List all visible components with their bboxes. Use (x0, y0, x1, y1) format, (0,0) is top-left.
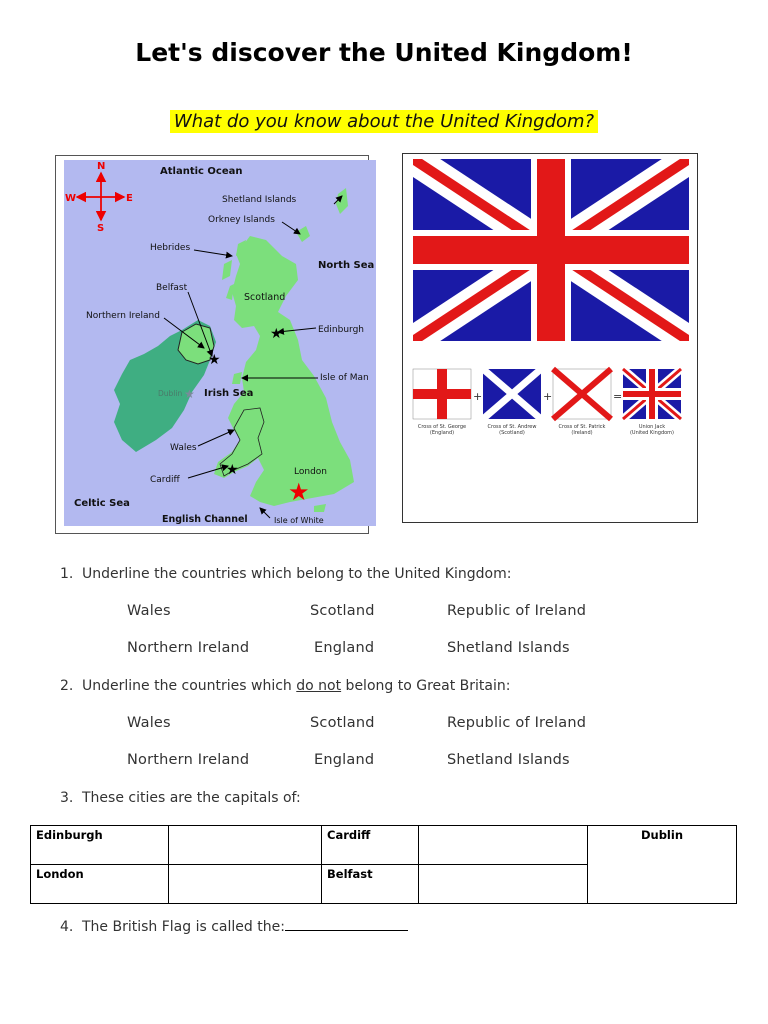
city-cardiff: Cardiff (322, 826, 419, 865)
option-shetland-islands[interactable]: Shetland Islands (447, 640, 570, 656)
answer-cardiff[interactable] (419, 826, 588, 865)
svg-text:+: + (473, 390, 483, 403)
st-george-flag-icon (413, 369, 471, 419)
northern-ireland-label: Northern Ireland (86, 311, 160, 321)
answer-belfast[interactable] (419, 865, 588, 904)
flag-name-answer-line[interactable] (285, 918, 408, 931)
flags-frame (402, 153, 698, 523)
atlantic-ocean-label: Atlantic Ocean (160, 166, 243, 177)
svg-text:S: S (97, 223, 105, 234)
uk-map (64, 160, 376, 526)
city-edinburgh: Edinburgh (31, 826, 169, 865)
city-dublin: Dublin (588, 826, 737, 904)
svg-text:+: + (543, 390, 553, 403)
orkney-label: Orkney Islands (208, 215, 275, 225)
svg-text:(United Kingdom): (United Kingdom) (629, 430, 675, 436)
capitals-table (30, 825, 737, 904)
st-patrick-flag-icon (553, 369, 611, 419)
st-andrew-flag-icon (483, 369, 541, 419)
option-scotland[interactable]: Scotland (310, 715, 375, 731)
svg-text:W: W (65, 193, 77, 204)
svg-text:Cross of St. Patrick: Cross of St. Patrick (558, 424, 606, 430)
celtic-sea-label: Celtic Sea (74, 498, 130, 509)
option-england[interactable]: England (314, 640, 375, 656)
svg-text:E: E (126, 193, 133, 204)
city-belfast: Belfast (322, 865, 419, 904)
answer-london[interactable] (169, 865, 322, 904)
wales-label: Wales (170, 443, 197, 453)
question-4: 4. The British Flag is called the: (60, 918, 408, 935)
north-sea-label: North Sea (318, 260, 375, 271)
question-3: 3. These cities are the capitals of: (60, 790, 301, 806)
option-wales[interactable]: Wales (127, 603, 171, 619)
flag-equation (405, 364, 695, 464)
page-title: Let's discover the United Kingdom! (135, 38, 633, 67)
svg-text:Cross of St. Andrew: Cross of St. Andrew (487, 424, 537, 430)
dublin-label: Dublin (158, 389, 183, 398)
option-republic-of-ireland[interactable]: Republic of Ireland (447, 715, 587, 731)
belfast-label: Belfast (156, 283, 188, 293)
page-subtitle: What do you know about the United Kingdom? (170, 110, 598, 133)
london-label: London (294, 467, 327, 477)
svg-text:=: = (613, 390, 623, 403)
belfast-star-icon: ★ (208, 352, 221, 368)
scotland-label: Scotland (244, 292, 286, 303)
svg-text:(England): (England) (429, 430, 455, 436)
option-scotland[interactable]: Scotland (310, 603, 375, 619)
svg-text:N: N (97, 161, 106, 172)
uk-map-frame (55, 155, 375, 534)
cardiff-star-icon: ★ (226, 462, 239, 478)
edinburgh-star-icon: ★ (270, 326, 283, 342)
answer-edinburgh[interactable] (169, 826, 322, 865)
shetland-label: Shetland Islands (222, 195, 297, 205)
english-channel-label: English Channel (162, 514, 248, 525)
union-jack-flag (413, 159, 689, 341)
svg-text:(Scotland): (Scotland) (499, 430, 525, 436)
isle-of-white-label: Isle of White (274, 516, 324, 525)
irish-sea-label: Irish Sea (204, 388, 254, 399)
union-jack-small-flag-icon (623, 369, 681, 419)
london-star-icon: ★ (288, 478, 310, 506)
edinburgh-label: Edinburgh (318, 325, 364, 335)
isle-of-man-label: Isle of Man (320, 373, 369, 383)
option-northern-ireland[interactable]: Northern Ireland (127, 752, 250, 768)
question-2: 2. Underline the countries which do not belong to Great Britain: (60, 678, 511, 694)
hebrides-label: Hebrides (150, 243, 191, 253)
option-wales[interactable]: Wales (127, 715, 171, 731)
option-republic-of-ireland[interactable]: Republic of Ireland (447, 603, 587, 619)
option-england[interactable]: England (314, 752, 375, 768)
svg-text:(Ireland): (Ireland) (571, 430, 593, 436)
question-1: 1. Underline the countries which belong to the United Kingdom: (60, 566, 512, 582)
dublin-star-icon: ★ (184, 387, 195, 401)
svg-text:Union Jack: Union Jack (638, 424, 666, 430)
option-shetland-islands[interactable]: Shetland Islands (447, 752, 570, 768)
cardiff-label: Cardiff (150, 475, 180, 485)
svg-text:Cross of St. George: Cross of St. George (417, 424, 467, 430)
option-northern-ireland[interactable]: Northern Ireland (127, 640, 250, 656)
city-london: London (31, 865, 169, 904)
